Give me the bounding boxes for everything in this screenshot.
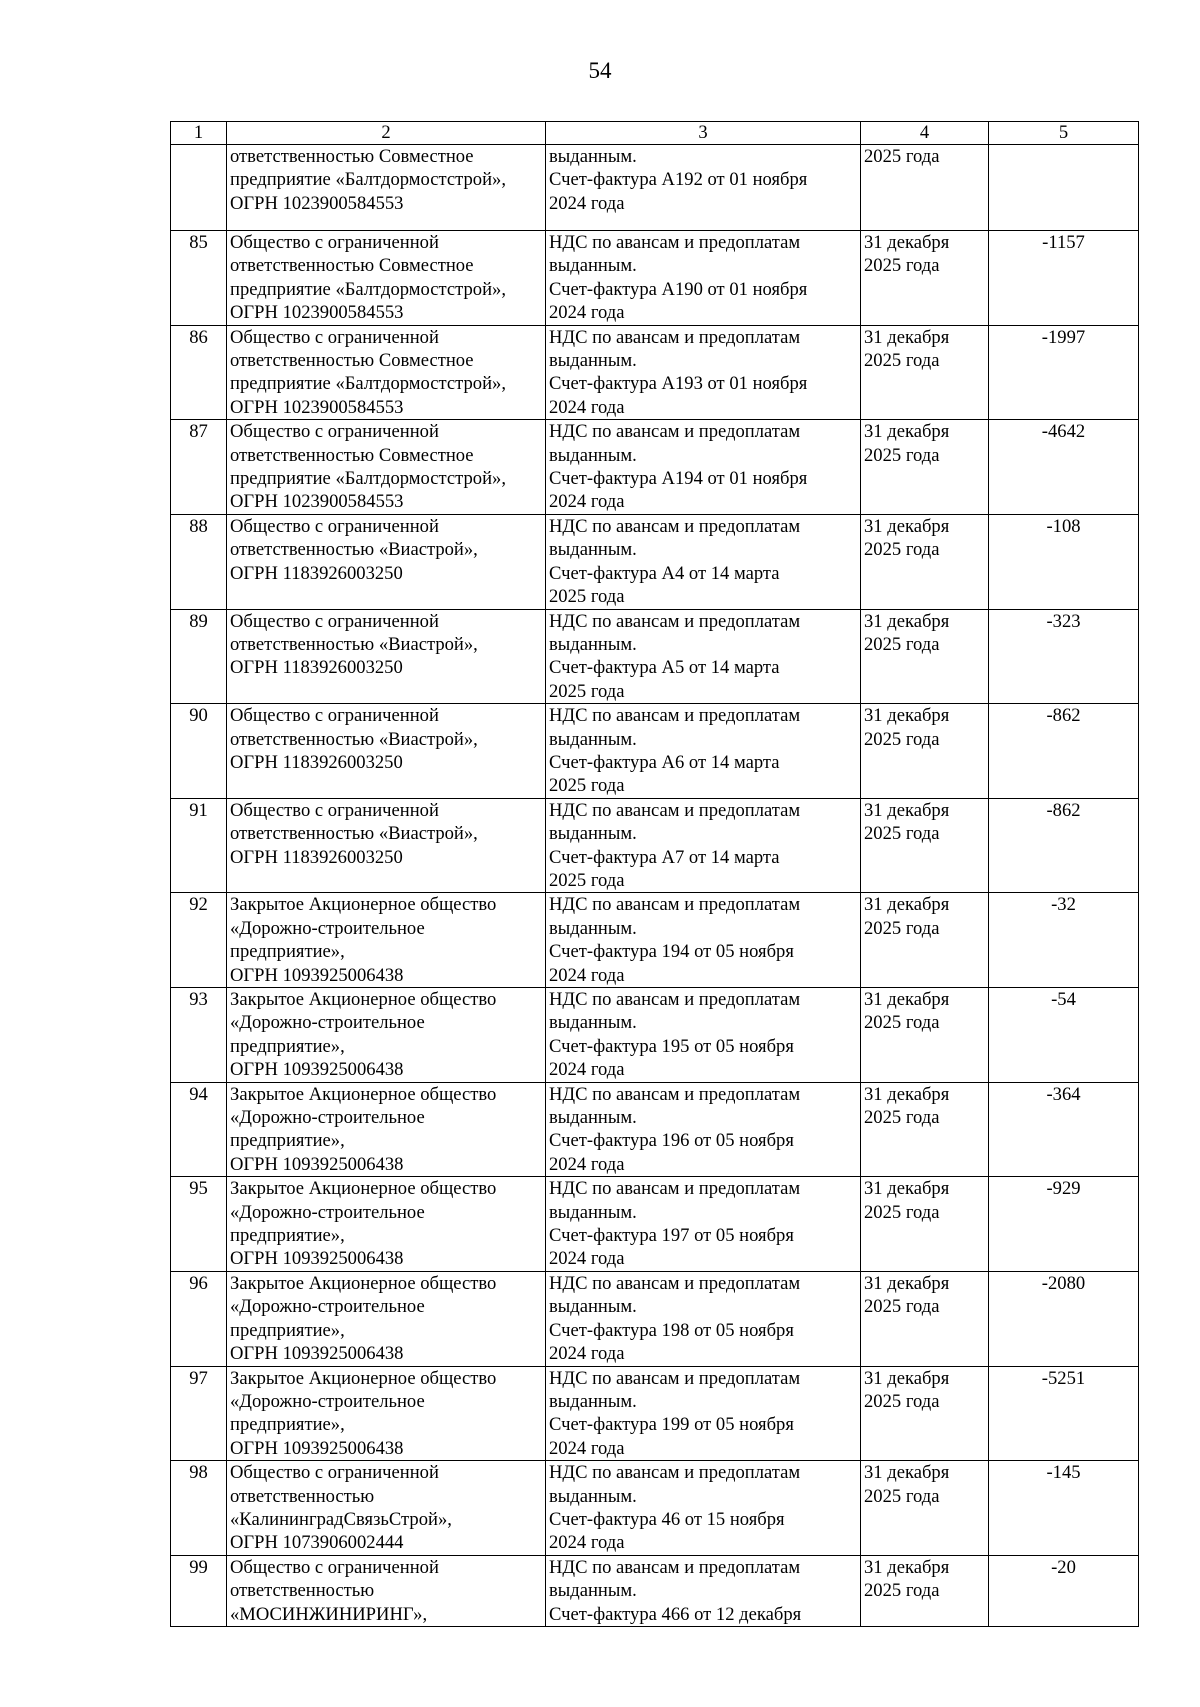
description-line: 2024 года [549, 1248, 625, 1270]
organization-line: ОГРН 1183926003250 [230, 562, 403, 584]
amount-cell: -1157 [989, 231, 1139, 326]
description-line: НДС по авансам и предоплатам [549, 515, 801, 537]
data-table [170, 121, 1139, 1627]
description-line: выданным. [549, 146, 637, 167]
organization-line: предприятие», [230, 1319, 345, 1341]
date-line: 2025 года [864, 444, 940, 466]
organization-line: предприятие», [230, 1035, 345, 1057]
organization-line: предприятие «Балтдормостстрой», [230, 468, 506, 490]
organization-line: предприятие «Балтдормостстрой», [230, 169, 506, 191]
table-row [171, 798, 1139, 893]
organization-cell [227, 1271, 546, 1366]
table-row [171, 1461, 1139, 1556]
description-line: выданным. [549, 917, 637, 939]
organization-line: ОГРН 1023900584553 [230, 491, 404, 513]
amount-cell: -20 [989, 1555, 1139, 1626]
date-line: 2025 года [864, 1012, 940, 1034]
organization-line: ОГРН 1183926003250 [230, 846, 403, 868]
date-line: 2025 года [864, 633, 940, 655]
description-cell [546, 893, 861, 988]
organization-line: предприятие», [230, 1414, 345, 1436]
organization-line: «Дорожно-строительное [230, 917, 425, 939]
row-number: 85 [171, 231, 227, 326]
organization-line: Закрытое Акционерное общество [230, 989, 497, 1010]
amount-cell: -145 [989, 1461, 1139, 1556]
description-line: НДС по авансам и предоплатам [549, 232, 801, 253]
date-cell [861, 988, 989, 1083]
description-cell [546, 420, 861, 515]
organization-line: предприятие», [230, 1130, 345, 1152]
date-line: 31 декабря [864, 232, 950, 253]
description-line: Счет-фактура 466 от 12 декабря [549, 1603, 802, 1625]
organization-line: ответственностью «Виастрой», [230, 633, 478, 655]
description-cell [546, 514, 861, 609]
organization-line: «КалининградСвязьСтрой», [230, 1508, 452, 1530]
date-line: 2025 года [864, 1296, 940, 1318]
organization-line: Закрытое Акционерное общество [230, 1367, 497, 1389]
description-line: 2024 года [549, 1532, 625, 1554]
amount-cell: -54 [989, 988, 1139, 1083]
description-line: НДС по авансам и предоплатам [549, 1367, 801, 1389]
organization-line: Общество с ограниченной [230, 515, 439, 537]
description-line: НДС по авансам и предоплатам [549, 894, 801, 916]
description-line: выданным. [549, 444, 637, 466]
date-cell [861, 145, 989, 231]
organization-cell [227, 145, 546, 231]
organization-line: ОГРН 1183926003250 [230, 657, 403, 679]
description-line: 2024 года [549, 1059, 625, 1081]
table-row [171, 1366, 1139, 1461]
date-line: 2025 года [864, 917, 940, 939]
description-line: НДС по авансам и предоплатам [549, 1462, 801, 1484]
date-line: 2025 года [864, 1580, 940, 1602]
organization-cell [227, 1366, 546, 1461]
date-line: 2025 года [864, 1485, 940, 1507]
description-line: Счет-фактура А192 от 01 ноября [549, 169, 808, 191]
row-number [171, 145, 227, 231]
description-line: 2025 года [549, 680, 625, 702]
organization-line: ответственностью «Виастрой», [230, 728, 478, 750]
row-number: 96 [171, 1271, 227, 1366]
description-line: выданным. [549, 1580, 637, 1602]
organization-cell [227, 420, 546, 515]
column-header-5: 5 [989, 122, 1139, 145]
description-line: Счет-фактура А190 от 01 ноября [549, 278, 808, 300]
date-line: 31 декабря [864, 326, 950, 348]
description-line: Счет-фактура А7 от 14 марта [549, 846, 780, 868]
column-header-4: 4 [861, 122, 989, 145]
organization-line: Закрытое Акционерное общество [230, 1083, 497, 1105]
row-number: 92 [171, 893, 227, 988]
date-line: 31 декабря [864, 705, 950, 727]
description-line: 2024 года [549, 1153, 625, 1175]
description-line: Счет-фактура А194 от 01 ноября [549, 468, 808, 490]
row-number: 95 [171, 1177, 227, 1272]
date-line: 2025 года [864, 350, 940, 372]
row-number: 98 [171, 1461, 227, 1556]
organization-cell [227, 514, 546, 609]
organization-cell [227, 1177, 546, 1272]
organization-line: Общество с ограниченной [230, 326, 439, 348]
description-line: НДС по авансам и предоплатам [549, 421, 801, 443]
table-row [171, 1177, 1139, 1272]
organization-line: Общество с ограниченной [230, 1462, 439, 1484]
organization-line: ОГРН 1023900584553 [230, 396, 404, 418]
column-header-2: 2 [227, 122, 546, 145]
description-line: выданным. [549, 1485, 637, 1507]
date-cell [861, 704, 989, 799]
table-row [171, 988, 1139, 1083]
amount-cell: -862 [989, 704, 1139, 799]
organization-cell [227, 1082, 546, 1177]
description-line: 2024 года [549, 192, 625, 214]
description-line: НДС по авансам и предоплатам [549, 989, 801, 1010]
organization-line: предприятие «Балтдормостстрой», [230, 278, 506, 300]
organization-cell [227, 798, 546, 893]
organization-line: Общество с ограниченной [230, 232, 439, 253]
organization-line: ОГРН 1093925006438 [230, 964, 404, 986]
table-row [171, 420, 1139, 515]
description-line: НДС по авансам и предоплатам [549, 1556, 801, 1578]
description-cell [546, 1177, 861, 1272]
organization-line: ОГРН 1023900584553 [230, 192, 404, 214]
table-row [171, 1555, 1139, 1626]
row-number: 90 [171, 704, 227, 799]
organization-line: Закрытое Акционерное общество [230, 1178, 497, 1200]
organization-line: Закрытое Акционерное общество [230, 1272, 497, 1294]
description-cell [546, 145, 861, 231]
table-body [171, 145, 1139, 1627]
organization-line: ОГРН 1073906002444 [230, 1532, 404, 1554]
organization-line: предприятие «Балтдормостстрой», [230, 373, 506, 395]
date-cell [861, 798, 989, 893]
description-line: выданным. [549, 350, 637, 372]
row-number: 97 [171, 1366, 227, 1461]
date-line: 2025 года [864, 146, 940, 167]
description-line: НДС по авансам и предоплатам [549, 1178, 801, 1200]
description-cell [546, 1082, 861, 1177]
organization-line: ответственностью [230, 1580, 375, 1602]
date-line: 31 декабря [864, 1367, 950, 1389]
description-line: Счет-фактура 199 от 05 ноября [549, 1414, 794, 1436]
amount-cell: -323 [989, 609, 1139, 704]
date-cell [861, 609, 989, 704]
description-line: Счет-фактура 46 от 15 ноября [549, 1508, 785, 1530]
date-line: 2025 года [864, 823, 940, 845]
description-cell [546, 609, 861, 704]
table-row [171, 145, 1139, 231]
date-line: 31 декабря [864, 799, 950, 821]
description-cell [546, 798, 861, 893]
date-line: 31 декабря [864, 1178, 950, 1200]
table-row [171, 609, 1139, 704]
description-line: 2024 года [549, 491, 625, 513]
description-line: Счет-фактура 197 от 05 ноября [549, 1225, 794, 1247]
date-line: 2025 года [864, 539, 940, 561]
table-header-row [171, 122, 1139, 145]
date-cell [861, 514, 989, 609]
date-cell [861, 893, 989, 988]
description-cell [546, 1271, 861, 1366]
organization-line: ОГРН 1183926003250 [230, 751, 403, 773]
description-line: Счет-фактура 196 от 05 ноября [549, 1130, 794, 1152]
organization-line: ОГРН 1023900584553 [230, 302, 404, 324]
organization-line: Общество с ограниченной [230, 421, 439, 443]
organization-line: «МОСИНЖИНИРИНГ», [230, 1603, 428, 1625]
description-line: Счет-фактура 198 от 05 ноября [549, 1319, 794, 1341]
description-line: Счет-фактура А4 от 14 марта [549, 562, 780, 584]
description-line: выданным. [549, 823, 637, 845]
amount-cell: -4642 [989, 420, 1139, 515]
description-line: 2025 года [549, 869, 625, 891]
organization-line: «Дорожно-строительное [230, 1201, 425, 1223]
date-line: 2025 года [864, 255, 940, 277]
organization-line: ОГРН 1093925006438 [230, 1248, 404, 1270]
organization-line: «Дорожно-строительное [230, 1296, 425, 1318]
description-line: Счет-фактура А5 от 14 марта [549, 657, 780, 679]
description-line: НДС по авансам и предоплатам [549, 1083, 801, 1105]
description-line: НДС по авансам и предоплатам [549, 326, 801, 348]
organization-cell [227, 1461, 546, 1556]
date-cell [861, 1555, 989, 1626]
organization-line: предприятие», [230, 941, 345, 963]
description-line: Счет-фактура А6 от 14 марта [549, 751, 780, 773]
organization-cell [227, 893, 546, 988]
organization-line: «Дорожно-строительное [230, 1390, 425, 1412]
description-line: выданным. [549, 1296, 637, 1318]
description-line: Счет-фактура 194 от 05 ноября [549, 941, 794, 963]
description-line: НДС по авансам и предоплатам [549, 799, 801, 821]
date-line: 2025 года [864, 1390, 940, 1412]
date-line: 31 декабря [864, 610, 950, 632]
row-number: 87 [171, 420, 227, 515]
amount-cell: -2080 [989, 1271, 1139, 1366]
organization-line: Общество с ограниченной [230, 705, 439, 727]
organization-line: Закрытое Акционерное общество [230, 894, 497, 916]
date-cell [861, 420, 989, 515]
row-number: 88 [171, 514, 227, 609]
date-cell [861, 1082, 989, 1177]
description-cell [546, 1461, 861, 1556]
organization-line: ответственностью «Виастрой», [230, 539, 478, 561]
amount-cell: -1997 [989, 325, 1139, 420]
organization-line: Общество с ограниченной [230, 799, 439, 821]
organization-line: ответственностью «Виастрой», [230, 823, 478, 845]
table-row [171, 231, 1139, 326]
description-cell [546, 704, 861, 799]
amount-cell: -32 [989, 893, 1139, 988]
date-line: 31 декабря [864, 989, 950, 1010]
date-line: 31 декабря [864, 1556, 950, 1578]
date-cell [861, 1461, 989, 1556]
table-row [171, 704, 1139, 799]
organization-line: ОГРН 1093925006438 [230, 1153, 404, 1175]
row-number: 91 [171, 798, 227, 893]
row-number: 89 [171, 609, 227, 704]
date-cell [861, 1177, 989, 1272]
organization-line: Общество с ограниченной [230, 610, 439, 632]
organization-cell [227, 231, 546, 326]
organization-line: Общество с ограниченной [230, 1556, 439, 1578]
description-line: выданным. [549, 1390, 637, 1412]
column-header-1: 1 [171, 122, 227, 145]
date-line: 31 декабря [864, 515, 950, 537]
date-line: 2025 года [864, 728, 940, 750]
description-line: Счет-фактура А193 от 01 ноября [549, 373, 808, 395]
table-row [171, 1271, 1139, 1366]
description-line: выданным. [549, 633, 637, 655]
amount-cell: -364 [989, 1082, 1139, 1177]
amount-cell: -929 [989, 1177, 1139, 1272]
description-line: 2024 года [549, 302, 625, 324]
date-line: 2025 года [864, 1107, 940, 1129]
description-line: выданным. [549, 1201, 637, 1223]
description-line: НДС по авансам и предоплатам [549, 610, 801, 632]
amount-cell: -108 [989, 514, 1139, 609]
organization-line: ОГРН 1093925006438 [230, 1059, 404, 1081]
column-header-3: 3 [546, 122, 861, 145]
description-line: НДС по авансам и предоплатам [549, 1272, 801, 1294]
date-line: 31 декабря [864, 421, 950, 443]
organization-cell [227, 988, 546, 1083]
description-line: 2024 года [549, 1343, 625, 1365]
amount-cell: -862 [989, 798, 1139, 893]
organization-line: ответственностью Совместное [230, 146, 474, 167]
organization-line: предприятие», [230, 1225, 345, 1247]
date-line: 31 декабря [864, 1462, 950, 1484]
row-number: 94 [171, 1082, 227, 1177]
amount-cell [989, 145, 1139, 231]
description-line: 2025 года [549, 775, 625, 797]
description-line: 2024 года [549, 964, 625, 986]
description-line: выданным. [549, 728, 637, 750]
date-line: 2025 года [864, 1201, 940, 1223]
organization-line: ОГРН 1093925006438 [230, 1437, 404, 1459]
description-line: НДС по авансам и предоплатам [549, 705, 801, 727]
date-line: 31 декабря [864, 894, 950, 916]
organization-cell [227, 325, 546, 420]
date-line: 31 декабря [864, 1272, 950, 1294]
organization-line: ОГРН 1093925006438 [230, 1343, 404, 1365]
date-cell [861, 1366, 989, 1461]
description-line: выданным. [549, 255, 637, 277]
description-line: выданным. [549, 1012, 637, 1034]
organization-line: ответственностью [230, 1485, 375, 1507]
row-number: 99 [171, 1555, 227, 1626]
description-cell [546, 231, 861, 326]
description-cell [546, 988, 861, 1083]
organization-cell [227, 704, 546, 799]
row-number: 86 [171, 325, 227, 420]
date-line: 31 декабря [864, 1083, 950, 1105]
page-number: 54 [588, 58, 612, 83]
organization-line: ответственностью Совместное [230, 350, 474, 372]
description-line: выданным. [549, 539, 637, 561]
organization-line: ответственностью Совместное [230, 444, 474, 466]
organization-line: «Дорожно-строительное [230, 1012, 425, 1034]
organization-cell [227, 609, 546, 704]
date-cell [861, 231, 989, 326]
description-line: Счет-фактура 195 от 05 ноября [549, 1035, 794, 1057]
description-line: выданным. [549, 1107, 637, 1129]
table-row [171, 514, 1139, 609]
row-number: 93 [171, 988, 227, 1083]
date-cell [861, 1271, 989, 1366]
description-line: 2024 года [549, 1437, 625, 1459]
amount-cell: -5251 [989, 1366, 1139, 1461]
description-line: 2024 года [549, 396, 625, 418]
table-row [171, 325, 1139, 420]
table-row [171, 1082, 1139, 1177]
description-line: 2025 года [549, 586, 625, 608]
table-row [171, 893, 1139, 988]
description-cell [546, 1366, 861, 1461]
description-cell [546, 1555, 861, 1626]
description-cell [546, 325, 861, 420]
organization-line: ответственностью Совместное [230, 255, 474, 277]
organization-line: «Дорожно-строительное [230, 1107, 425, 1129]
date-cell [861, 325, 989, 420]
organization-cell [227, 1555, 546, 1626]
